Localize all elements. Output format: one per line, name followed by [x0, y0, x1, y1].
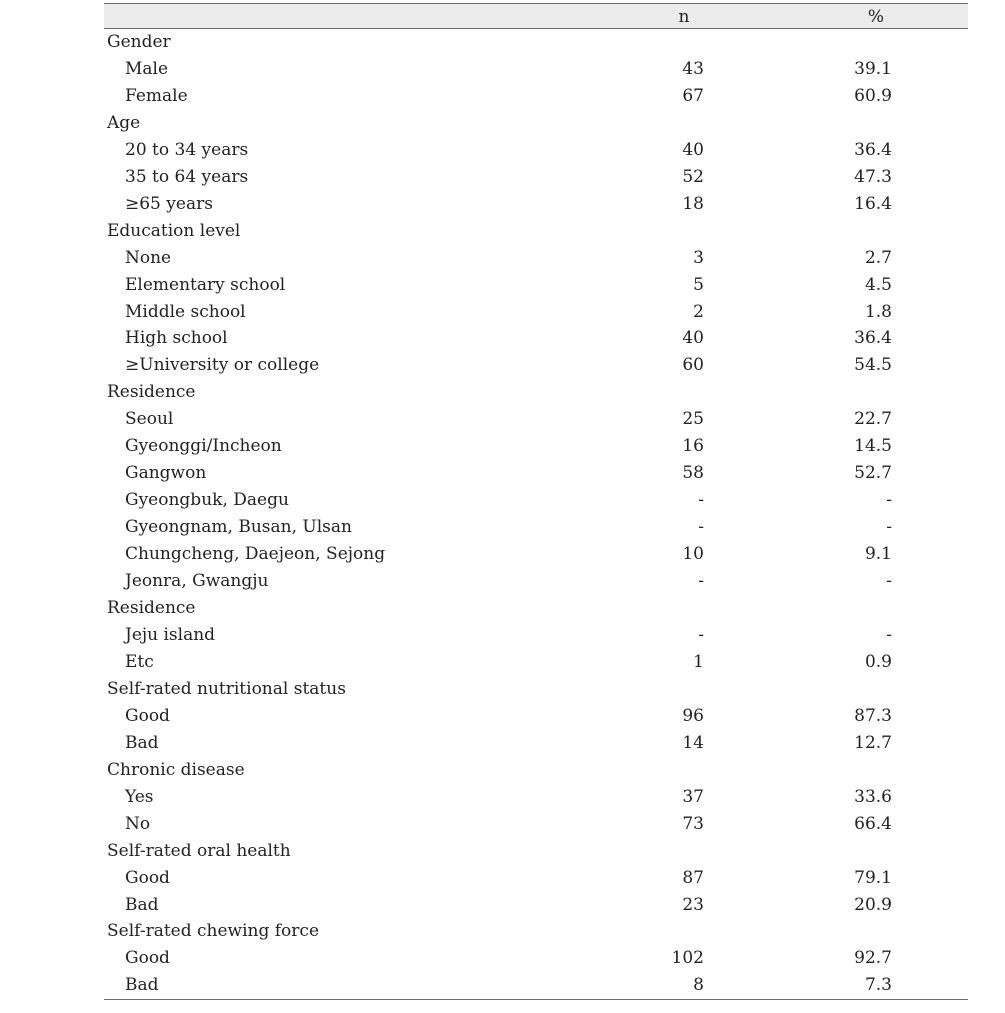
row-label: ≥65 years [125, 193, 213, 214]
table-row [104, 649, 968, 676]
percent-value: 7.3 [864, 975, 892, 996]
table-row [104, 514, 968, 541]
group-header-row [104, 110, 968, 137]
n-value: 23 [682, 894, 704, 915]
row-label: Good [125, 867, 170, 888]
row-label: Elementary school [125, 274, 286, 295]
group-label: Age [107, 112, 141, 133]
n-value: 96 [682, 705, 704, 726]
n-value: - [698, 624, 704, 645]
n-value: 43 [682, 58, 704, 79]
row-label: Bad [125, 975, 159, 996]
row-label: Gangwon [125, 463, 207, 484]
row-label: Bad [125, 732, 159, 753]
percent-value: 0.9 [864, 651, 892, 672]
row-label: ≥University or college [125, 355, 320, 376]
table-body [104, 29, 968, 1000]
table-row [104, 406, 968, 433]
row-label: Bad [125, 894, 159, 915]
n-value: 40 [682, 139, 704, 160]
row-label: Gyeongnam, Busan, Ulsan [125, 517, 352, 538]
table-row [104, 622, 968, 649]
percent-value: 1.8 [864, 301, 892, 322]
row-label: High school [125, 328, 228, 349]
percent-value: - [886, 490, 892, 511]
group-header-row [104, 918, 968, 945]
n-value: 67 [682, 85, 704, 106]
percent-value: 33.6 [854, 786, 892, 807]
percent-value: 2.7 [864, 247, 892, 268]
header-percent: % [867, 7, 885, 27]
percent-value: 39.1 [854, 58, 892, 79]
n-value: - [698, 490, 704, 511]
group-label: Education level [107, 220, 241, 241]
row-label: Etc [125, 651, 154, 672]
n-value: 25 [682, 409, 704, 430]
row-label: Chungcheng, Daejeon, Sejong [125, 544, 386, 565]
group-header-row [104, 676, 968, 703]
n-value: 52 [682, 166, 704, 187]
percent-value: 4.5 [864, 274, 892, 295]
row-label: Male [125, 58, 169, 79]
percent-value: 52.7 [854, 463, 892, 484]
header-n: n [678, 7, 690, 27]
group-header-row [104, 838, 968, 865]
percent-value: - [886, 571, 892, 592]
n-value: 58 [682, 463, 704, 484]
table-row [104, 811, 968, 838]
table-row [104, 191, 968, 218]
row-label: Yes [125, 786, 154, 807]
table-row [104, 568, 968, 595]
n-value: - [698, 571, 704, 592]
group-label: Self-rated oral health [107, 840, 291, 861]
group-label: Residence [107, 598, 196, 619]
group-header-row [104, 29, 968, 56]
percent-value: - [886, 517, 892, 538]
percent-value: - [886, 624, 892, 645]
n-value: 5 [693, 274, 704, 295]
group-header-row [104, 595, 968, 622]
n-value: 2 [693, 301, 704, 322]
table-row [104, 433, 968, 460]
row-label: Middle school [125, 301, 246, 322]
row-label: No [125, 813, 151, 834]
n-value: 1 [693, 651, 704, 672]
percent-value: 14.5 [854, 436, 892, 457]
group-header-row [104, 757, 968, 784]
row-label: Female [125, 85, 188, 106]
percent-value: 92.7 [854, 948, 892, 969]
table-row [104, 892, 968, 919]
row-label: Gyeonggi/Incheon [125, 436, 282, 457]
n-value: 73 [682, 813, 704, 834]
table-header [104, 3, 968, 29]
n-value: 16 [682, 436, 704, 457]
table-row [104, 487, 968, 514]
characteristics-table [104, 3, 968, 1000]
row-label: 35 to 64 years [125, 166, 249, 187]
table-row [104, 164, 968, 191]
table-row [104, 945, 968, 972]
group-label: Gender [107, 32, 171, 52]
table-row [104, 460, 968, 487]
percent-value: 54.5 [854, 355, 892, 376]
n-value: 102 [671, 948, 704, 969]
row-label: Seoul [125, 409, 174, 430]
row-label: None [125, 247, 172, 268]
table-row [104, 245, 968, 272]
table-row [104, 137, 968, 164]
n-value: 87 [682, 867, 704, 888]
group-header-row [104, 379, 968, 406]
percent-value: 9.1 [864, 544, 892, 565]
n-value: 8 [693, 975, 704, 996]
n-value: 10 [682, 544, 704, 565]
n-value: 40 [682, 328, 704, 349]
group-label: Self-rated chewing force [107, 921, 320, 942]
percent-value: 36.4 [854, 328, 892, 349]
table-row [104, 56, 968, 83]
table-row [104, 299, 968, 326]
n-value: 14 [682, 732, 704, 753]
table-row [104, 865, 968, 892]
row-label: Gyeongbuk, Daegu [125, 490, 289, 511]
group-label: Residence [107, 382, 196, 403]
n-value: 3 [693, 247, 704, 268]
table-row [104, 703, 968, 730]
row-label: Jeju island [125, 624, 216, 645]
row-label: 20 to 34 years [125, 139, 249, 160]
n-value: 60 [682, 355, 704, 376]
percent-value: 60.9 [854, 85, 892, 106]
n-value: - [698, 517, 704, 538]
table-row [104, 972, 968, 999]
table-row [104, 325, 968, 352]
n-value: 18 [682, 193, 704, 214]
percent-value: 47.3 [854, 166, 892, 187]
table-row [104, 541, 968, 568]
table-row [104, 730, 968, 757]
row-label: Good [125, 705, 170, 726]
table-row [104, 83, 968, 110]
percent-value: 36.4 [854, 139, 892, 160]
group-label: Self-rated nutritional status [107, 678, 346, 699]
percent-value: 16.4 [854, 193, 892, 214]
percent-value: 20.9 [854, 894, 892, 915]
percent-value: 79.1 [854, 867, 892, 888]
row-label: Good [125, 948, 170, 969]
table-row [104, 784, 968, 811]
table-row [104, 272, 968, 299]
percent-value: 87.3 [854, 705, 892, 726]
group-header-row [104, 218, 968, 245]
percent-value: 12.7 [854, 732, 892, 753]
n-value: 37 [682, 786, 704, 807]
table-row [104, 352, 968, 379]
percent-value: 22.7 [854, 409, 892, 430]
group-label: Chronic disease [107, 759, 245, 780]
percent-value: 66.4 [854, 813, 892, 834]
row-label: Jeonra, Gwangju [125, 571, 269, 592]
